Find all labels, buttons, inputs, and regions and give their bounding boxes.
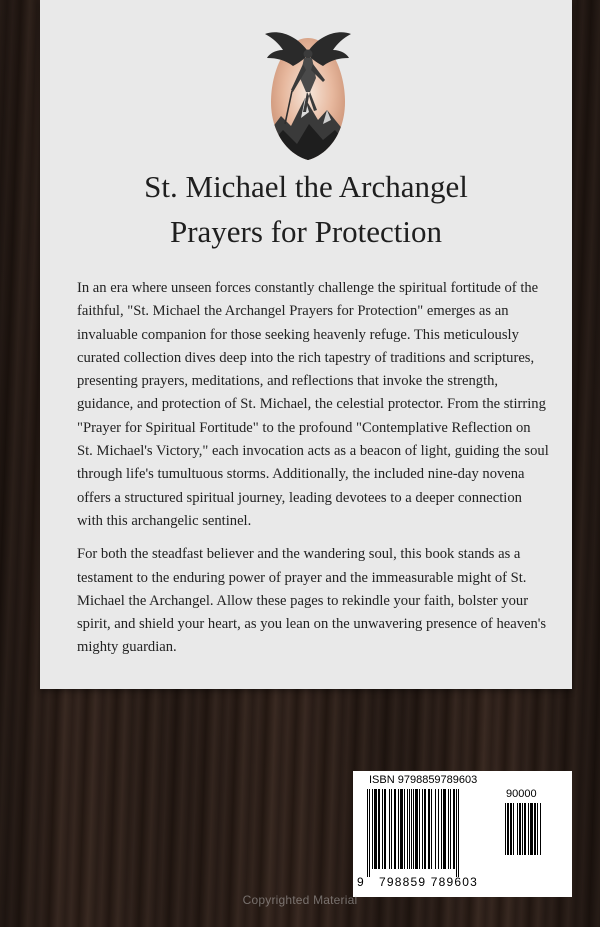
watermark-bottom: Copyrighted Material (242, 893, 358, 907)
barcode-bar (435, 789, 436, 869)
book-title-line-2: Prayers for Protection (169, 214, 443, 249)
barcode-bar (384, 789, 386, 869)
barcode-bar (367, 789, 368, 877)
barcode-bar (398, 789, 399, 869)
barcode-bar (411, 789, 412, 869)
barcode-bar (534, 803, 536, 855)
barcode-main-bars (367, 789, 500, 877)
barcode-bar (448, 789, 449, 869)
barcode-bar (372, 789, 373, 869)
barcode-bar (530, 803, 533, 855)
barcode-bar (505, 803, 506, 855)
barcode-bar (453, 789, 455, 869)
description-paragraph-1: In an era where unseen forces constantly challenge the spiritual fortitude of the faithful, "St. Michael the Archangel Prayers for Protection" emerges as an invaluable companion for those seeking heavenly refuge. This meticulously curated collection dives deep into the rich tapestry of traditions and scriptures, presenting prayers, meditations, and reflections that invoke the strength, guidance, and protection of St. Michael, the celestial protector. From the stirring "Prayer for Spiritual Fortitude" to the profound "Contemplative Reflection on St. Michael's Victory," each invocation acts as a beacon of light, guiding the soul through life's tumultuous storms. Additionally, the included nine-day novena offers a structured spiritual journey, leading devotees to a deeper connection with this archangelic sentinel. (77, 280, 549, 529)
barcode-bar (517, 803, 518, 855)
barcode-bar (507, 803, 509, 855)
barcode-bar (424, 789, 426, 869)
book-title-line-1: St. Michael the Archangel (144, 169, 468, 204)
isbn-label: ISBN 9798859789603 (369, 774, 478, 786)
isbn-digits: 798859 789603 (379, 875, 479, 889)
barcode-bar (441, 789, 442, 869)
barcode-bar (404, 789, 405, 869)
barcode-bar (443, 789, 446, 869)
barcode-bar (409, 789, 410, 869)
barcode-addon-bars (505, 803, 561, 863)
barcode-bar (422, 789, 423, 869)
barcode-bar (415, 789, 418, 869)
barcode-bar (450, 789, 451, 869)
barcode-bar (428, 789, 430, 869)
barcode-bar (419, 789, 420, 869)
barcode-bar (369, 789, 370, 877)
barcode-bar (389, 789, 390, 869)
barcode-bar (522, 803, 523, 855)
description-paragraph-2: For both the steadfast believer and the wandering soul, this book stands as a testament to the enduring power of prayer and the immeasurable might of St. Michael the Archangel. Allow these pages to rekindle your faith, bolster your spirit, and shield your heart, as you lean on the unwavering presence of heaven's mighty guardian. (77, 546, 547, 656)
book-description (77, 277, 549, 670)
barcode-bar (519, 803, 521, 855)
archangel-emblem-icon (263, 20, 353, 162)
barcode-bar (438, 789, 439, 869)
barcode-bar (394, 789, 396, 869)
barcode-bar (540, 803, 541, 855)
barcode-bar (431, 789, 432, 869)
barcode-bar (458, 789, 459, 877)
barcode-bar (524, 803, 526, 855)
barcode-bar (391, 789, 392, 869)
barcode-bar (382, 789, 383, 869)
barcode-bar (537, 803, 538, 855)
barcode-bar (456, 789, 457, 877)
barcode-bar (400, 789, 403, 869)
barcode-bar (374, 789, 377, 869)
price-code: 90000 (506, 788, 537, 800)
isbn-barcode (353, 771, 572, 897)
barcode-bar (378, 789, 380, 869)
barcode-bar (510, 803, 512, 855)
barcode-bar (513, 803, 514, 855)
barcode-bar (528, 803, 529, 855)
barcode-bar (407, 789, 408, 869)
isbn-first-digit: 9 (357, 875, 364, 889)
back-cover-panel (40, 0, 572, 689)
barcode-bar (413, 789, 414, 869)
